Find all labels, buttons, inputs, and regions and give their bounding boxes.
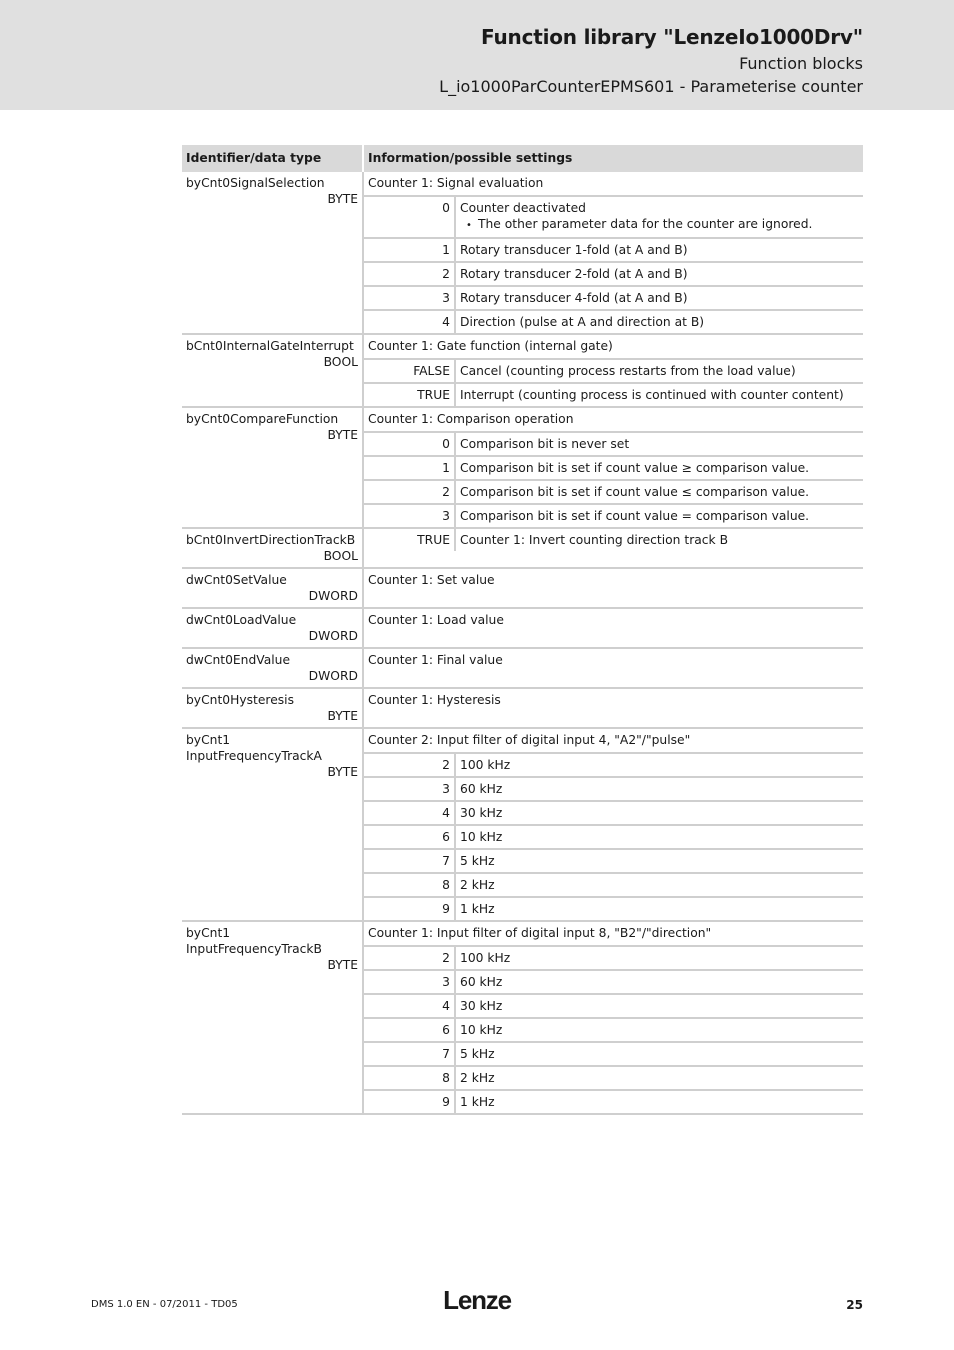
description-text: Counter 1: Signal evaluation: [368, 176, 544, 190]
settings-table: [364, 569, 863, 592]
data-type: BOOL: [323, 549, 358, 563]
identifier-name: bCnt0InternalGateInterrupt: [186, 339, 354, 353]
setting-text: 10 kHz: [460, 1023, 503, 1037]
setting-value: 2: [364, 946, 455, 970]
setting-value: 4: [364, 994, 455, 1018]
description-text: Counter 1: Hysteresis: [368, 693, 501, 707]
setting-row: [364, 897, 863, 920]
description-row: [364, 569, 863, 592]
identifier-name: byCnt1: [186, 926, 231, 940]
setting-row: [364, 286, 863, 310]
setting-text: Rotary transducer 4-fold (at A and B): [460, 291, 688, 305]
data-type: BYTE: [327, 709, 358, 723]
data-type: DWORD: [308, 629, 358, 643]
setting-row: [364, 849, 863, 873]
setting-text-cell: [455, 262, 863, 286]
identifier-name: dwCnt0EndValue: [186, 653, 291, 667]
data-type: BYTE: [327, 765, 358, 779]
setting-text-cell: [455, 238, 863, 262]
setting-value: 4: [364, 801, 455, 825]
information-cell: [362, 408, 863, 529]
setting-row: [364, 529, 863, 551]
setting-text: 100 kHz: [460, 951, 511, 965]
setting-text: Comparison bit is set if count value ≤ comparison value.: [460, 485, 810, 499]
settings-table: [364, 922, 863, 1113]
data-type: BYTE: [327, 958, 358, 972]
lenze-logo-text: Lenze: [443, 1285, 511, 1315]
setting-value: 2: [364, 753, 455, 777]
data-type: BYTE: [327, 428, 358, 442]
identifier-cell: [182, 408, 362, 529]
setting-row: [364, 238, 863, 262]
identifier-name-cont: InputFrequencyTrackA: [186, 749, 322, 763]
description-row: [364, 729, 863, 753]
information-cell: [362, 922, 863, 1115]
setting-value: 6: [364, 1018, 455, 1042]
column-header-information: Information/possible settings: [362, 145, 863, 172]
setting-text-cell: [455, 1042, 863, 1066]
data-type: DWORD: [308, 669, 358, 683]
identifier-cell: [182, 649, 362, 689]
data-type: DWORD: [308, 589, 358, 603]
setting-row: [364, 456, 863, 480]
identifier-name: byCnt1: [186, 733, 231, 747]
setting-text: 2 kHz: [460, 878, 495, 892]
identifier-cell: [182, 689, 362, 729]
setting-row: [364, 801, 863, 825]
setting-text: 60 kHz: [460, 782, 503, 796]
setting-value: 0: [364, 196, 455, 238]
setting-text: 2 kHz: [460, 1071, 495, 1085]
setting-value: 8: [364, 873, 455, 897]
setting-note: • The other parameter data for the counter are ignored.: [460, 216, 859, 234]
setting-text: Counter deactivated: [460, 201, 586, 215]
setting-value: 7: [364, 849, 455, 873]
setting-text: 1 kHz: [460, 1095, 495, 1109]
setting-text-cell: [455, 753, 863, 777]
table-body: [182, 172, 863, 1115]
setting-text: 5 kHz: [460, 854, 495, 868]
table-row: [182, 529, 863, 569]
setting-text: Direction (pulse at A and direction at B): [460, 315, 705, 329]
information-cell: [362, 729, 863, 922]
setting-text-cell: [455, 1018, 863, 1042]
setting-value: 1: [364, 238, 455, 262]
description-row: [364, 922, 863, 946]
table-row: [182, 922, 863, 1115]
setting-text: Comparison bit is set if count value = comparison value.: [460, 509, 810, 523]
setting-text-cell: [455, 286, 863, 310]
setting-value: 9: [364, 1090, 455, 1113]
settings-table: [364, 408, 863, 527]
setting-text-cell: [455, 897, 863, 920]
table-row: [182, 408, 863, 529]
setting-text: Comparison bit is never set: [460, 437, 630, 451]
table-row: [182, 649, 863, 689]
setting-row: [364, 310, 863, 333]
setting-value: 1: [364, 456, 455, 480]
description-text: Counter 1: Comparison operation: [368, 412, 574, 426]
page-number: 25: [846, 1298, 863, 1312]
setting-text-cell: [455, 873, 863, 897]
setting-text: 30 kHz: [460, 806, 503, 820]
setting-text: Comparison bit is set if count value ≥ comparison value.: [460, 461, 810, 475]
setting-text-cell: [455, 480, 863, 504]
parameter-table: [182, 145, 863, 1115]
identifier-name: dwCnt0SetValue: [186, 573, 287, 587]
setting-value: 8: [364, 1066, 455, 1090]
setting-row: [364, 1066, 863, 1090]
setting-text: 10 kHz: [460, 830, 503, 844]
setting-text-cell: [455, 529, 863, 551]
table-row: [182, 729, 863, 922]
header-band: [0, 0, 954, 110]
setting-value: 0: [364, 432, 455, 456]
table-row: [182, 335, 863, 408]
description-text: Counter 1: Input filter of digital input 8, "B2"/"direction": [368, 926, 712, 940]
setting-row: [364, 262, 863, 286]
setting-value: 3: [364, 286, 455, 310]
setting-row: [364, 753, 863, 777]
setting-text-cell: [455, 456, 863, 480]
setting-text: Interrupt (counting process is continued with counter content): [460, 388, 844, 402]
setting-row: [364, 480, 863, 504]
setting-value: 6: [364, 825, 455, 849]
description-text: Counter 1: Set value: [368, 573, 495, 587]
setting-row: [364, 970, 863, 994]
description-row: [364, 609, 863, 632]
setting-text: Rotary transducer 1-fold (at A and B): [460, 243, 688, 257]
information-cell: [362, 649, 863, 689]
identifier-cell: [182, 529, 362, 569]
setting-text: 60 kHz: [460, 975, 503, 989]
identifier-name: bCnt0InvertDirectionTrackB: [186, 533, 356, 547]
table-row: [182, 609, 863, 649]
identifier-name-cont: InputFrequencyTrackB: [186, 942, 322, 956]
data-type: BOOL: [323, 355, 358, 369]
setting-value: 3: [364, 777, 455, 801]
description-text: Counter 2: Input filter of digital input 4, "A2"/"pulse": [368, 733, 691, 747]
identifier-cell: [182, 922, 362, 1115]
subsection-title: L_io1000ParCounterEPMS601 - Parameterise counter: [439, 77, 863, 96]
description-text: Counter 1: Load value: [368, 613, 504, 627]
settings-table: [364, 609, 863, 632]
setting-row: [364, 777, 863, 801]
setting-text-cell: [455, 1090, 863, 1113]
setting-text-cell: [455, 946, 863, 970]
identifier-name: dwCnt0LoadValue: [186, 613, 297, 627]
settings-table: [364, 335, 863, 406]
setting-text: 1 kHz: [460, 902, 495, 916]
description-row: [364, 649, 863, 672]
description-row: [364, 689, 863, 712]
settings-table: [364, 172, 863, 333]
chapter-title: Function library "LenzeIo1000Drv": [481, 25, 863, 49]
identifier-name: byCnt0SignalSelection: [186, 176, 325, 190]
identifier-cell: [182, 335, 362, 408]
table-row: [182, 569, 863, 609]
setting-row: [364, 504, 863, 527]
setting-row: [364, 873, 863, 897]
information-cell: [362, 569, 863, 609]
settings-table: [364, 729, 863, 920]
setting-text: Counter 1: Invert counting direction track B: [460, 533, 729, 547]
setting-row: [364, 1018, 863, 1042]
section-title: Function blocks: [739, 54, 863, 73]
identifier-cell: [182, 172, 362, 335]
setting-row: [364, 196, 863, 238]
setting-value: 2: [364, 480, 455, 504]
description-row: [364, 172, 863, 196]
information-cell: [362, 529, 863, 569]
setting-text-cell: [455, 383, 863, 406]
data-type: BYTE: [327, 192, 358, 206]
setting-text-cell: [455, 994, 863, 1018]
setting-text-cell: [455, 310, 863, 333]
identifier-cell: [182, 729, 362, 922]
setting-row: [364, 825, 863, 849]
setting-row: [364, 359, 863, 383]
lenze-logo: [437, 1285, 517, 1315]
setting-text: Cancel (counting process restarts from the load value): [460, 364, 796, 378]
description-text: Counter 1: Final value: [368, 653, 503, 667]
information-cell: [362, 689, 863, 729]
setting-row: [364, 1042, 863, 1066]
setting-value: TRUE: [364, 383, 455, 406]
setting-value: 7: [364, 1042, 455, 1066]
description-text: Counter 1: Gate function (internal gate): [368, 339, 613, 353]
identifier-cell: [182, 569, 362, 609]
setting-value: TRUE: [364, 529, 455, 551]
setting-text: 5 kHz: [460, 1047, 495, 1061]
setting-value: 9: [364, 897, 455, 920]
setting-text-cell: [455, 849, 863, 873]
setting-text-cell: [455, 970, 863, 994]
setting-text: Rotary transducer 2-fold (at A and B): [460, 267, 688, 281]
identifier-cell: [182, 609, 362, 649]
setting-value: 2: [364, 262, 455, 286]
table-row: [182, 689, 863, 729]
setting-text-cell: [455, 825, 863, 849]
column-header-identifier: Identifier/data type: [182, 145, 362, 172]
setting-text: 100 kHz: [460, 758, 511, 772]
description-row: [364, 335, 863, 359]
table-header-row: [182, 145, 863, 172]
setting-text-cell: [455, 504, 863, 527]
setting-row: [364, 994, 863, 1018]
settings-table: [364, 649, 863, 672]
information-cell: [362, 172, 863, 335]
setting-row: [364, 946, 863, 970]
settings-table: [364, 689, 863, 712]
table-row: [182, 172, 863, 335]
description-row: [364, 408, 863, 432]
document-reference: DMS 1.0 EN - 07/2011 - TD05: [91, 1299, 238, 1310]
identifier-name: byCnt0CompareFunction: [186, 412, 339, 426]
setting-text-cell: [455, 777, 863, 801]
setting-value: 3: [364, 504, 455, 527]
setting-row: [364, 1090, 863, 1113]
information-cell: [362, 609, 863, 649]
setting-text-cell: [455, 1066, 863, 1090]
setting-value: FALSE: [364, 359, 455, 383]
setting-text: 30 kHz: [460, 999, 503, 1013]
setting-row: [364, 383, 863, 406]
setting-text-cell: [455, 801, 863, 825]
settings-table: [364, 529, 863, 551]
identifier-name: byCnt0Hysteresis: [186, 693, 295, 707]
setting-text-cell: [455, 359, 863, 383]
setting-text-cell: [455, 196, 863, 238]
setting-value: 4: [364, 310, 455, 333]
setting-value: 3: [364, 970, 455, 994]
setting-text-cell: [455, 432, 863, 456]
setting-row: [364, 432, 863, 456]
information-cell: [362, 335, 863, 408]
